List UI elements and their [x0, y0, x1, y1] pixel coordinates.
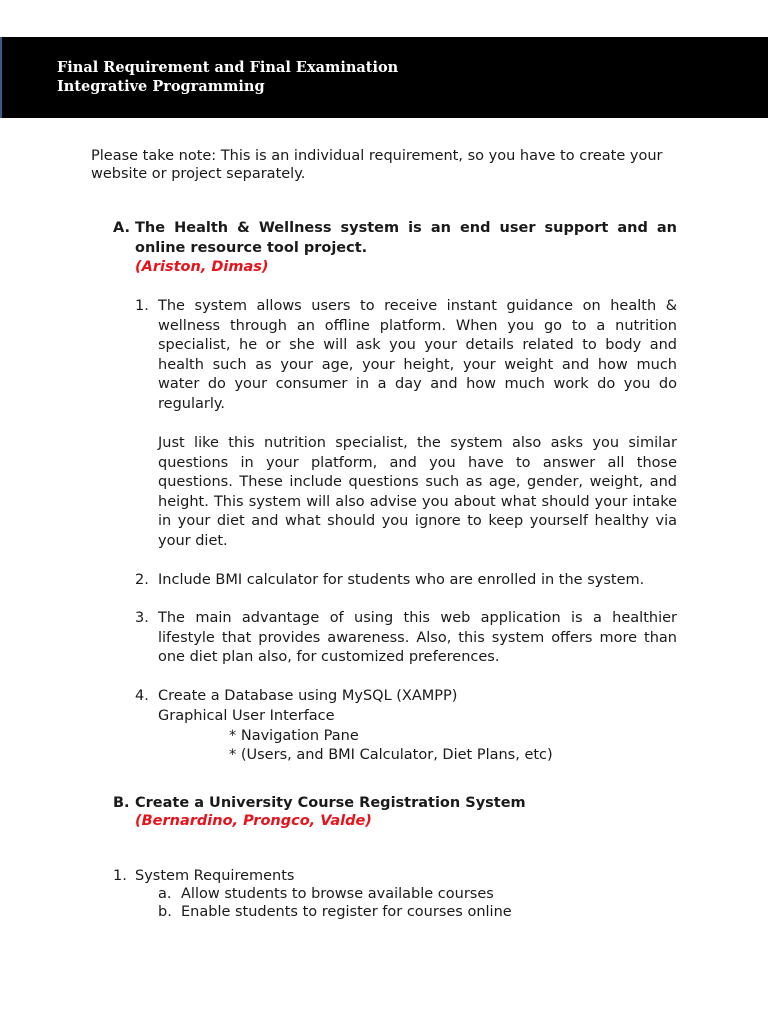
section-b-letter: B. — [113, 795, 130, 811]
bullet-navigation-pane: * Navigation Pane — [229, 728, 359, 744]
subitem-a-letter: a. — [158, 886, 172, 902]
item-a4-line1: Create a Database using MySQL (XAMPP) — [158, 688, 458, 704]
item-a1-number: 1. — [135, 298, 149, 314]
header-banner — [0, 37, 768, 118]
section-a-title: The Health & Wellness system is an end user support and an online resource tool project. — [135, 220, 677, 256]
subitem-b-letter: b. — [158, 904, 172, 920]
bullet-pages-list: * (Users, and BMI Calculator, Diet Plans, etc) — [229, 747, 553, 763]
item-b1-number: 1. — [113, 868, 127, 884]
subitem-b-text: Enable students to register for courses online — [181, 904, 512, 920]
item-a4-number: 4. — [135, 688, 149, 704]
section-b-title: Create a University Course Registration System — [135, 795, 526, 811]
item-a1-text: The system allows users to receive instant guidance on health & wellness through an offline platform. When you go to a nutrition specialist, he or she will ask you your details related to body and health such as your age, your height, your weight and how much water do your consumer in a day and how much work do you do regularly. — [158, 298, 677, 412]
item-a2-text: Include BMI calculator for students who are enrolled in the system. — [158, 572, 645, 588]
section-a-authors: (Ariston, Dimas) — [135, 259, 269, 276]
course-subtitle: Integrative Programming — [57, 78, 265, 95]
document-title: Final Requirement and Final Examination — [57, 59, 399, 76]
item-a2-number: 2. — [135, 572, 149, 588]
item-a3-number: 3. — [135, 610, 149, 626]
section-a-heading — [135, 219, 677, 278]
item-a4-line2: Graphical User Interface — [158, 708, 335, 724]
item-a3-text: The main advantage of using this web application is a healthier lifestyle that provides awareness. Also, this system offers more than one diet plan also, for customized preferences. — [158, 610, 677, 666]
section-a-letter: A. — [113, 220, 130, 236]
section-b-authors: (Bernardino, Prongco, Valde) — [135, 813, 372, 829]
item-a1-text-continued: Just like this nutrition specialist, the system also asks you similar questions in your platform, and you have to answer all those questions. These include questions such as age, gender, weight, and height. This system will also advise you about what should your intake in your diet and what should you ignore to keep yourself healthy via your diet. — [158, 435, 677, 549]
individual-note: Please take note: This is an individual requirement, so you have to create your website or project separately. — [91, 148, 663, 182]
section-b-heading — [135, 794, 677, 830]
item-b1-label: System Requirements — [135, 868, 295, 884]
subitem-a-text: Allow students to browse available courses — [181, 886, 494, 902]
